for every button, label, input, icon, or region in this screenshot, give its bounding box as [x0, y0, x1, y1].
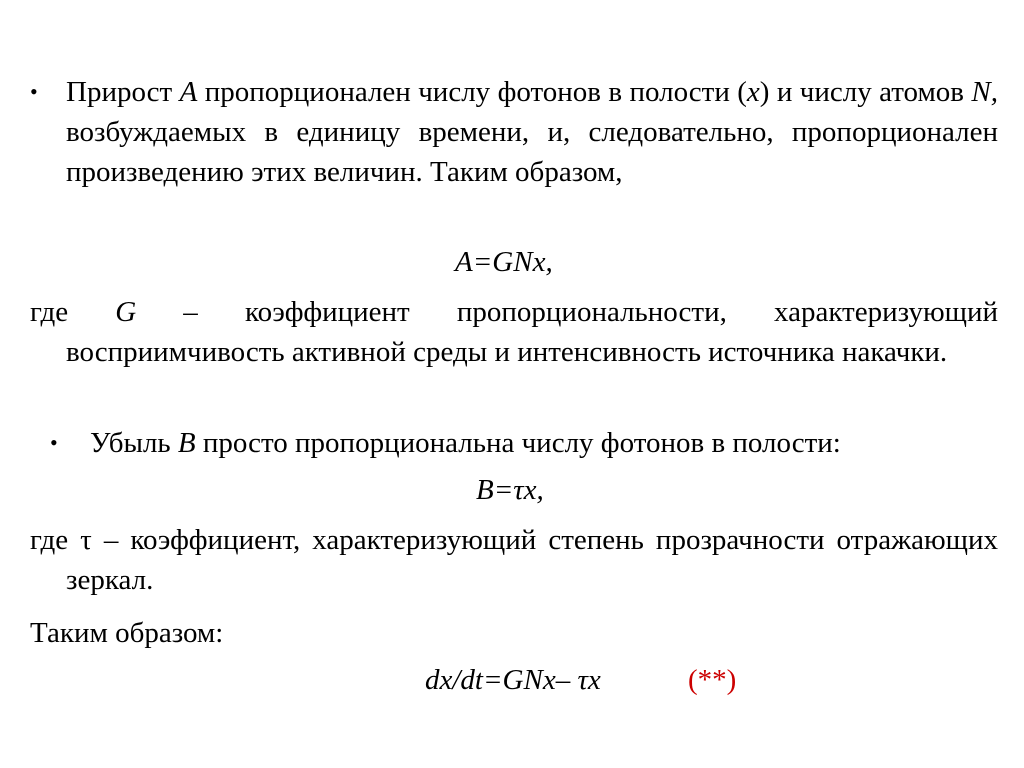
p4-text-2: – коэффициент, характеризующий степень прозрачности отражающих зеркал. — [66, 524, 998, 596]
symbol-x: x — [746, 76, 760, 108]
paragraph-gain — [66, 72, 998, 192]
equation-loss: B=τx, — [476, 474, 544, 506]
equation-rate-left: dx/dt=GNx — [425, 664, 556, 696]
paragraph-thus: Таким образом: — [30, 617, 224, 649]
p1-text-3: ) и числу атомов — [759, 76, 972, 108]
p1-text-4: возбуждаемых в единицу времени, и, следовательно, пропорционален произведению этих величин. Таким образом, — [66, 116, 998, 188]
p2-text-2: – коэффициент пропорциональности, характеризующий восприимчивость активной среды и интенсивность источника накачки. — [66, 296, 998, 368]
equation-number: (**) — [688, 664, 737, 696]
p1-text-2: пропорционален числу фотонов в полости ( — [197, 76, 747, 108]
symbol-g: G — [115, 296, 137, 328]
symbol-b: B — [177, 427, 196, 459]
equation-gain: A=GNx, — [455, 246, 553, 278]
paragraph-loss — [90, 423, 998, 463]
symbol-tau: τ — [80, 524, 92, 556]
p2-text-1: где — [30, 296, 116, 328]
equation-rate-right: τx — [577, 664, 601, 696]
p3-text-2: просто пропорциональна числу фотонов в полости: — [195, 427, 841, 459]
paragraph-tau-definition — [30, 520, 998, 600]
bullet-1: • — [30, 79, 38, 104]
equation-rate-minus: – — [555, 664, 578, 696]
equation-rate — [425, 660, 601, 700]
symbol-a: A — [179, 76, 198, 108]
paragraph-g-definition — [30, 292, 998, 372]
bullet-2: • — [50, 430, 58, 455]
p4-text-1: где — [30, 524, 81, 556]
p1-text-1: Прирост — [66, 76, 180, 108]
p3-text-1: Убыль — [90, 427, 178, 459]
symbol-n: N, — [971, 76, 998, 108]
